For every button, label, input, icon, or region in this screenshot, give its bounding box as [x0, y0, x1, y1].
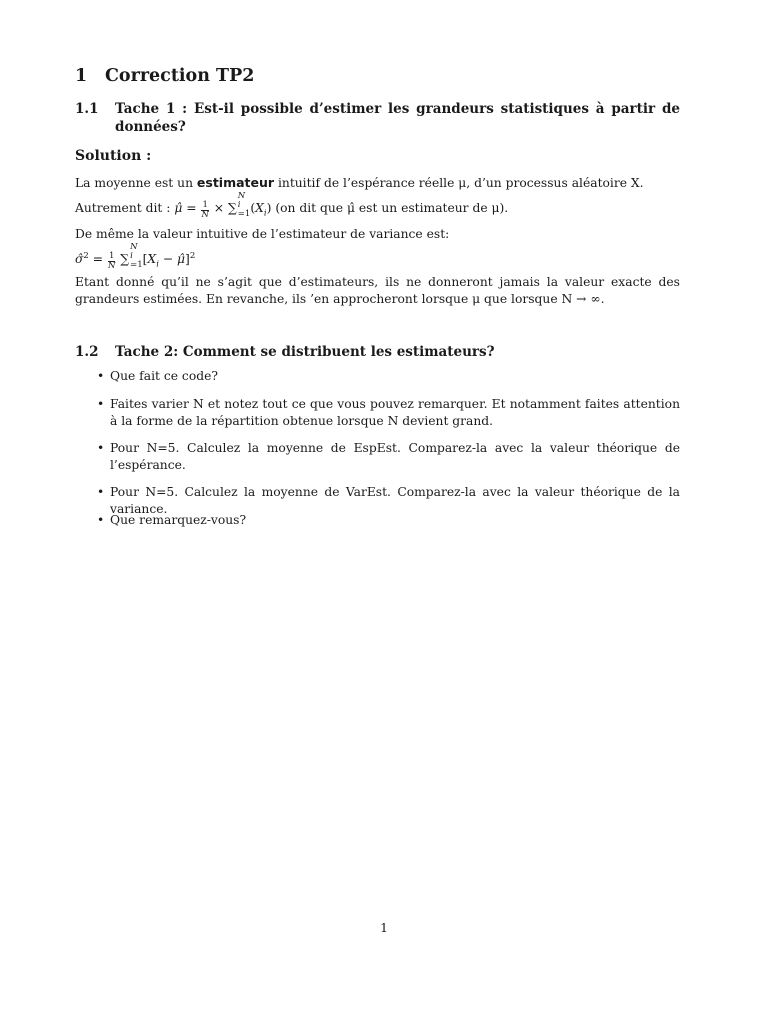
paragraph-conclusion: Etant donné qu’il ne s’agit que d’estimateurs, ils ne donneront jamais la valeur exacte des grandeurs estimées. En revanche, ils ’en approcheront lorsque μ que lorsque N → ∞.: [75, 275, 680, 306]
bullet-icon: •: [97, 369, 105, 383]
page-number: 1: [380, 921, 388, 935]
subsection-heading-task2: [75, 343, 680, 361]
section-title: Correction TP2: [105, 66, 255, 86]
solution-heading: Solution :: [75, 148, 152, 164]
section-heading: [75, 66, 254, 86]
subsection-number: 1.1: [75, 101, 99, 117]
paragraph-line: La moyenne est un estimateur intuitif de l’espérance réelle μ, d’un processus aléatoire X.: [75, 175, 644, 190]
subsection-title: Tache 2: Comment se distribuent les estimateurs?: [115, 344, 495, 360]
subsection-number: 1.2: [75, 344, 99, 360]
bullet-icon: •: [97, 441, 105, 455]
section-number: 1: [75, 66, 88, 86]
subsection-heading-task1: [75, 100, 680, 136]
bullet-icon: •: [97, 513, 105, 527]
bullet-icon: •: [97, 485, 105, 499]
formula-variance: σ̂$^2$ = $\frac{1}{N}$ ∑ N i =1 [$X_i$ − μ̂]$^2$: [75, 241, 196, 271]
paragraph-mean-estimator: [75, 175, 680, 221]
subsection-title: Tache 1 : Est-il possible d’estimer les grandeurs statistiques à partir de données?: [115, 101, 680, 135]
formula-mean: μ̂ = $\frac{1}{N}$ × ∑ N i =1 $(X_i)$: [174, 190, 272, 220]
paragraph-line: Autrement dit : μ̂ = $\frac{1}{N}$ × ∑ N i =1 $(X_i)$ (on dit que μ̂ est un estimateur de μ).: [75, 190, 509, 220]
paragraph-line: De même la valeur intuitive de l’estimateur de variance est:: [75, 227, 450, 241]
bold-term: estimateur: [196, 175, 275, 190]
paragraph-variance-estimator: [75, 226, 680, 272]
bullet-icon: •: [97, 397, 105, 411]
